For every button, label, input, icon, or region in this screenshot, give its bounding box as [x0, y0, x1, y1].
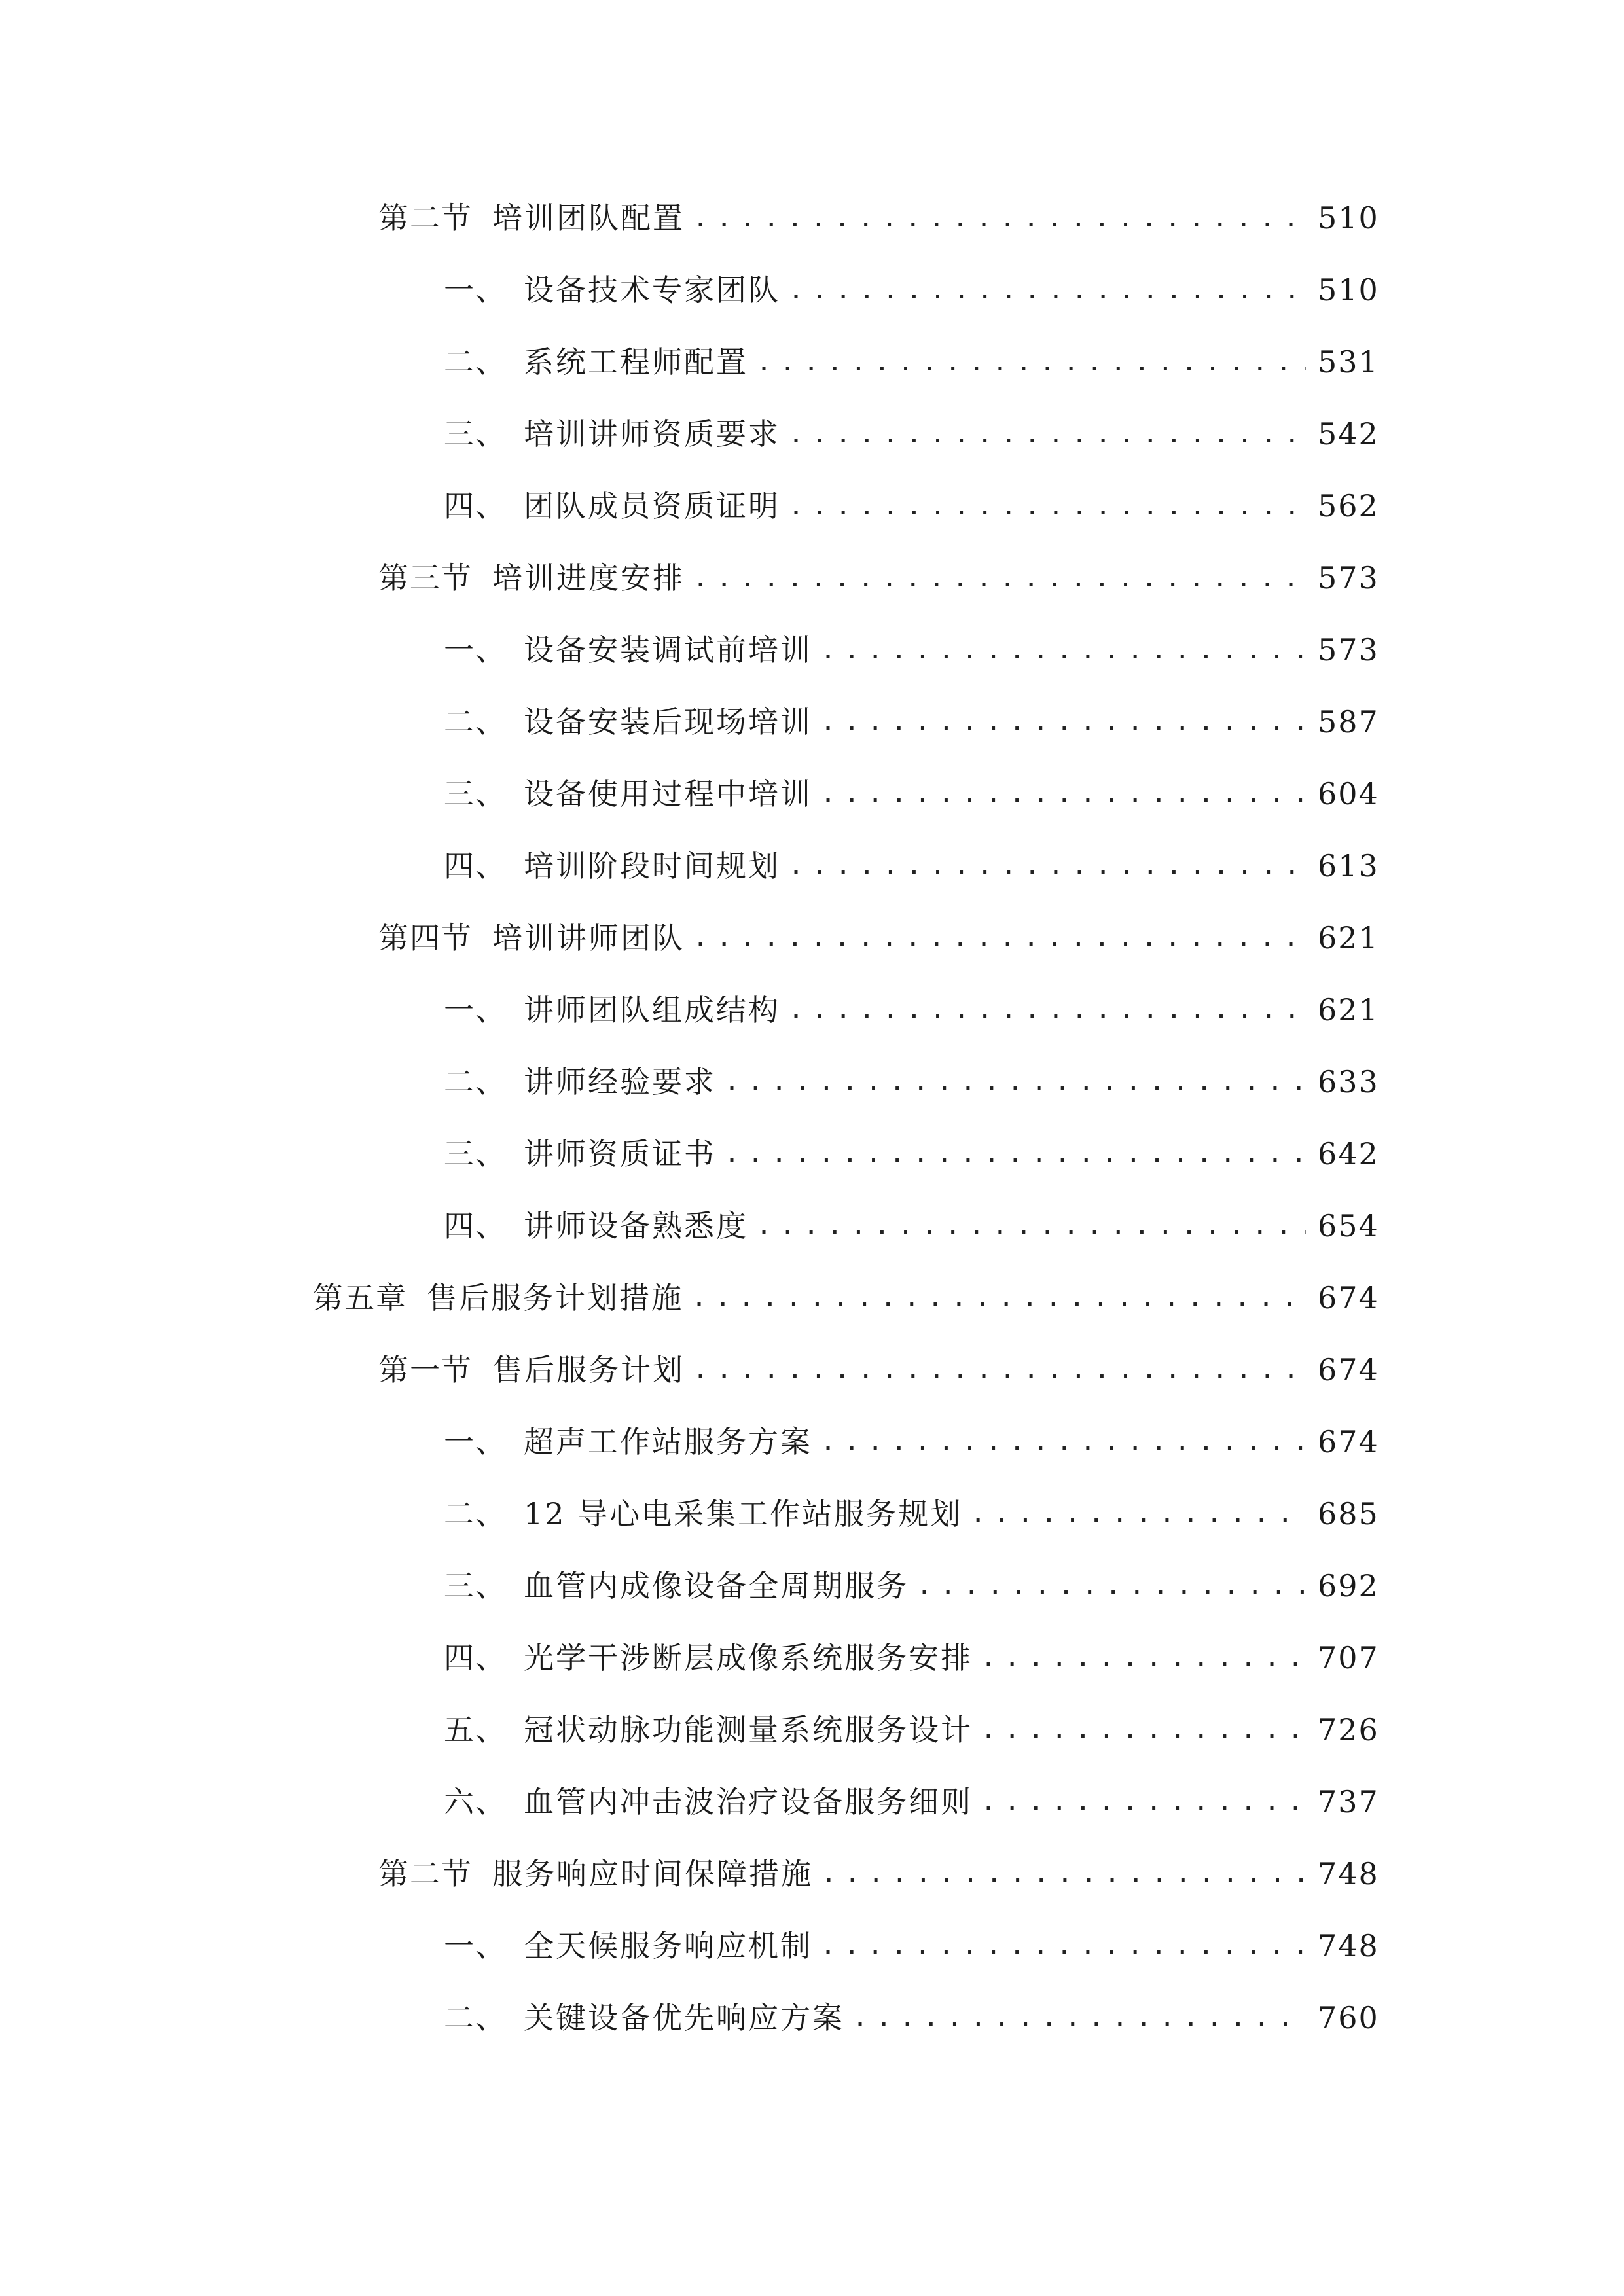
toc-entry-page: 748 [1318, 1856, 1379, 1892]
toc-entry-number: 第一节 [378, 1352, 473, 1388]
toc-entry[interactable] [378, 1347, 1379, 1393]
toc-entry-title: 设备使用过程中培训 [524, 776, 812, 812]
toc-entry-number: 四、 [444, 1208, 507, 1244]
toc-entry-page: 562 [1318, 488, 1379, 524]
dot-leader [916, 1563, 1306, 1609]
toc-entry[interactable] [444, 483, 1379, 529]
toc-entry-number: 三、 [444, 1136, 507, 1172]
dot-leader [821, 1851, 1306, 1897]
toc-entry-page: 573 [1318, 560, 1379, 596]
toc-entry-title: 讲师团队组成结构 [524, 992, 780, 1028]
toc-entry-number: 三、 [444, 776, 507, 812]
dot-leader [693, 915, 1306, 961]
toc-entry[interactable] [444, 1491, 1379, 1537]
toc-entry-number: 一、 [444, 992, 507, 1028]
dot-leader [852, 1995, 1306, 2041]
toc-entry[interactable] [444, 1923, 1379, 1969]
toc-entry[interactable] [444, 339, 1379, 385]
toc-entry-number: 一、 [444, 632, 507, 668]
toc-entry[interactable] [444, 1203, 1379, 1249]
toc-entry-page: 760 [1318, 2000, 1379, 2036]
toc-entry-number: 第二节 [378, 200, 473, 236]
toc-entry-number: 五、 [444, 1712, 507, 1748]
toc-entry[interactable] [444, 843, 1379, 889]
toc-entry-number: 一、 [444, 1928, 507, 1964]
toc-entry-title: 培训阶段时间规划 [524, 848, 780, 884]
toc-entry-page: 613 [1318, 848, 1379, 884]
toc-entry-number: 第五章 [313, 1280, 407, 1316]
toc-entry-number: 一、 [444, 1424, 507, 1460]
toc-entry-page: 674 [1318, 1424, 1379, 1460]
toc-entry-number: 二、 [444, 344, 507, 380]
toc-entry-title: 设备技术专家团队 [524, 272, 780, 308]
toc-entry-number: 二、 [444, 2000, 507, 2036]
toc-entry-number: 一、 [444, 272, 507, 308]
dot-leader [788, 843, 1306, 889]
dot-leader [756, 339, 1306, 385]
toc-entry[interactable] [444, 1563, 1379, 1609]
toc-entry-title: 服务响应时间保障措施 [492, 1856, 813, 1892]
dot-leader [788, 411, 1306, 457]
toc-entry-number: 二、 [444, 704, 507, 740]
toc-entry-page: 587 [1318, 704, 1379, 740]
toc-entry-page: 737 [1318, 1784, 1379, 1820]
toc-entry-number: 二、 [444, 1496, 507, 1532]
dot-leader [981, 1707, 1306, 1753]
toc-entry[interactable] [313, 1275, 1379, 1321]
toc-entry-title: 讲师资质证书 [524, 1136, 716, 1172]
toc-entry-page: 510 [1318, 272, 1379, 308]
toc-entry-page: 692 [1318, 1568, 1379, 1604]
toc-entry-title: 全天候服务响应机制 [524, 1928, 812, 1964]
dot-leader [788, 483, 1306, 529]
toc-entry-title: 冠状动脉功能测量系统服务设计 [524, 1712, 973, 1748]
toc-entry-page: 621 [1318, 920, 1379, 956]
toc-entry-page: 604 [1318, 776, 1379, 812]
toc-entry-page: 707 [1318, 1640, 1379, 1676]
toc-entry-title: 培训进度安排 [492, 560, 685, 596]
toc-entry-title: 设备安装后现场培训 [524, 704, 812, 740]
toc-entry[interactable] [444, 1419, 1379, 1465]
toc-entry[interactable] [444, 411, 1379, 457]
toc-entry-number: 三、 [444, 416, 507, 452]
toc-entry[interactable] [444, 1779, 1379, 1825]
toc-entry-page: 621 [1318, 992, 1379, 1028]
toc-entry-page: 685 [1318, 1496, 1379, 1532]
dot-leader [981, 1635, 1306, 1681]
toc-entry[interactable] [444, 1995, 1379, 2041]
dot-leader [788, 267, 1306, 313]
dot-leader [693, 195, 1306, 241]
toc-entry-title: 关键设备优先响应方案 [524, 2000, 844, 2036]
toc-entry-title: 售后服务计划 [492, 1352, 685, 1388]
toc-entry[interactable] [444, 1059, 1379, 1105]
toc-entry[interactable] [444, 771, 1379, 817]
toc-entry-title: 讲师经验要求 [524, 1064, 716, 1100]
toc-entry-page: 531 [1318, 344, 1379, 380]
toc-entry-title: 培训讲师资质要求 [524, 416, 780, 452]
toc-entry[interactable] [444, 1707, 1379, 1753]
dot-leader [724, 1131, 1306, 1177]
dot-leader [981, 1779, 1306, 1825]
dot-leader [820, 771, 1306, 817]
dot-leader [820, 699, 1306, 745]
dot-leader [756, 1203, 1306, 1249]
toc-entry-title: 12 导心电采集工作站服务规划 [524, 1496, 963, 1532]
toc-entry[interactable] [444, 1131, 1379, 1177]
toc-entry-number: 六、 [444, 1784, 507, 1820]
dot-leader [970, 1491, 1306, 1537]
toc-entry-page: 633 [1318, 1064, 1379, 1100]
toc-entry-title: 系统工程师配置 [524, 344, 748, 380]
toc-entry-title: 光学干涉断层成像系统服务安排 [524, 1640, 973, 1676]
toc-entry-page: 642 [1318, 1136, 1379, 1172]
toc-entry-title: 讲师设备熟悉度 [524, 1208, 748, 1244]
toc-entry-title: 超声工作站服务方案 [524, 1424, 812, 1460]
dot-leader [820, 1419, 1306, 1465]
toc-entry-page: 542 [1318, 416, 1379, 452]
toc-entry-page: 748 [1318, 1928, 1379, 1964]
dot-leader [693, 555, 1306, 601]
dot-leader [788, 987, 1306, 1033]
toc-entry-number: 四、 [444, 848, 507, 884]
toc-entry-title: 血管内冲击波治疗设备服务细则 [524, 1784, 973, 1820]
toc-entry-number: 四、 [444, 488, 507, 524]
toc-entry[interactable] [444, 1635, 1379, 1681]
toc-entry-page: 726 [1318, 1712, 1379, 1748]
toc-entry-number: 四、 [444, 1640, 507, 1676]
toc-entry[interactable] [378, 195, 1379, 241]
dot-leader [820, 1923, 1306, 1969]
toc-entry-number: 第二节 [378, 1856, 473, 1892]
toc-entry-page: 573 [1318, 632, 1379, 668]
dot-leader [691, 1275, 1306, 1321]
toc-entry[interactable] [444, 267, 1379, 313]
toc-entry-number: 第四节 [378, 920, 473, 956]
toc-entry-number: 第三节 [378, 560, 473, 596]
toc-entry[interactable] [444, 987, 1379, 1033]
toc-entry-title: 售后服务计划措施 [427, 1280, 683, 1316]
toc-entry-title: 设备安装调试前培训 [524, 632, 812, 668]
toc-entry-number: 三、 [444, 1568, 507, 1604]
toc-entry-title: 团队成员资质证明 [524, 488, 780, 524]
toc-entry-title: 培训讲师团队 [492, 920, 685, 956]
dot-leader [693, 1347, 1306, 1393]
toc-entry[interactable] [378, 1851, 1379, 1897]
dot-leader [820, 627, 1306, 673]
toc-entry[interactable] [444, 699, 1379, 745]
toc-entry[interactable] [444, 627, 1379, 673]
toc-entry[interactable] [378, 555, 1379, 601]
toc-entry-title: 血管内成像设备全周期服务 [524, 1568, 909, 1604]
toc-entry-page: 510 [1318, 200, 1379, 236]
toc-entry[interactable] [378, 915, 1379, 961]
toc-entry-page: 654 [1318, 1208, 1379, 1244]
toc-entry-page: 674 [1318, 1280, 1379, 1316]
toc-entry-number: 二、 [444, 1064, 507, 1100]
dot-leader [724, 1059, 1306, 1105]
toc-entry-title: 培训团队配置 [492, 200, 685, 236]
toc-entry-page: 674 [1318, 1352, 1379, 1388]
